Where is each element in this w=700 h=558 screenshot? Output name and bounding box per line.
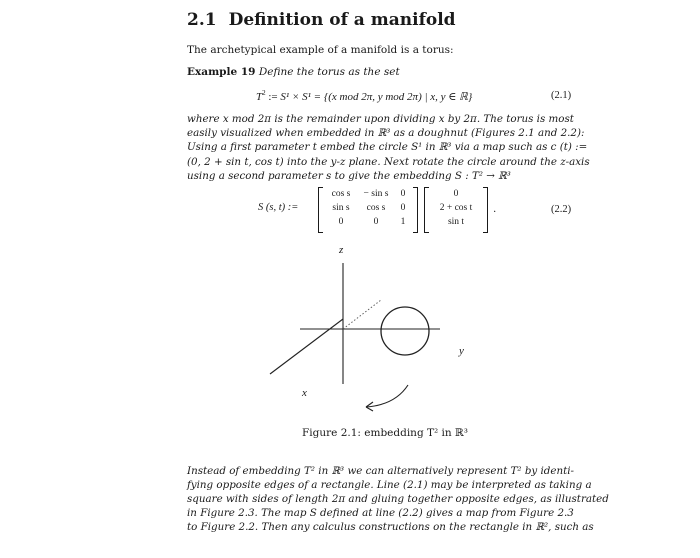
- example-text: Define the torus as the set: [258, 66, 400, 78]
- eq1-number: (2.1): [551, 90, 572, 101]
- rotation-arrow: [366, 385, 408, 407]
- paragraph-2-line: to Figure 2.2. Then any calculus constructions on the rectangle in ℝ², such as: [187, 521, 594, 533]
- matrix-cell: 0: [338, 217, 344, 227]
- matrix-cell: − sin s: [363, 189, 389, 199]
- paragraph-2-line: square with sides of length 2π and gluing together opposite edges, as illustrated: [187, 493, 609, 505]
- paragraph-1-line: easily visualized when embedded in ℝ³ as a doughnut (Figures 2.1 and 2.2):: [187, 127, 585, 140]
- z-axis-label: z: [339, 244, 344, 256]
- y-axis-label: y: [459, 345, 464, 357]
- paragraph-1-line: using a second parameter s to give the embedding S : T² → ℝ³: [187, 169, 511, 182]
- dotted-offset-line: [343, 300, 381, 329]
- paragraph-2-line: Instead of embedding T² in ℝ³ we can alternatively represent T² by identi-: [187, 465, 575, 477]
- x-axis: [270, 319, 343, 374]
- paragraph-1-line: where x mod 2π is the remainder upon dividing x by 2π. The torus is most: [187, 113, 574, 125]
- eq2-number: (2.2): [551, 204, 572, 215]
- matrix-cell: 0: [400, 189, 406, 199]
- paragraph-1-line: (0, 2 + sin t, cos t) into the y-z plane. Next rotate the circle around the z-axis: [187, 155, 590, 168]
- vector-cell: 0: [453, 189, 459, 199]
- section-number: 2.1: [187, 10, 217, 30]
- intro-sentence: The archetypical example of a manifold is a torus:: [187, 44, 454, 56]
- eq1-rhs: S¹ × S¹ = {(x mod 2π, y mod 2π) | x, y ∈ ℝ}: [280, 91, 473, 103]
- eq1-lhs: T: [256, 91, 263, 103]
- eq2-trail: .: [493, 203, 497, 215]
- example-label: Example 19: [187, 66, 256, 78]
- figure-caption: Figure 2.1: embedding T² in ℝ³: [302, 427, 468, 439]
- matrix-cell: cos s: [331, 189, 351, 199]
- eq2-lhs: S (s, t) :=: [258, 202, 299, 213]
- matrix-cell: sin s: [332, 203, 350, 213]
- matrix-cell: 0: [400, 203, 406, 213]
- matrix-cell: 0: [373, 217, 379, 227]
- paragraph-1-line: Using a first parameter t embed the circle S¹ in ℝ³ via a map such as c (t) :=: [187, 141, 588, 154]
- matrix-cell: cos s: [366, 203, 386, 213]
- paragraph-2-line: in Figure 2.3. The map S defined at line (2.2) gives a map from Figure 2.3: [187, 507, 574, 519]
- paragraph-2: [187, 464, 609, 534]
- vector-cell: sin t: [447, 217, 465, 227]
- equation-2-1: $T^2$ := S¹ × S¹ = {(x mod 2π, y mod 2π) | x, y ∈ ℝ}: [256, 89, 473, 103]
- x-axis-label: x: [302, 387, 307, 399]
- embedded-circle: [381, 307, 429, 355]
- paragraph-2-line: fying opposite edges of a rectangle. Line (2.1) may be interpreted as taking a: [187, 479, 592, 491]
- section-title: Definition of a manifold: [228, 10, 456, 30]
- vector-cell: 2 + cos t: [439, 203, 473, 213]
- matrix-cell: 1: [400, 217, 406, 227]
